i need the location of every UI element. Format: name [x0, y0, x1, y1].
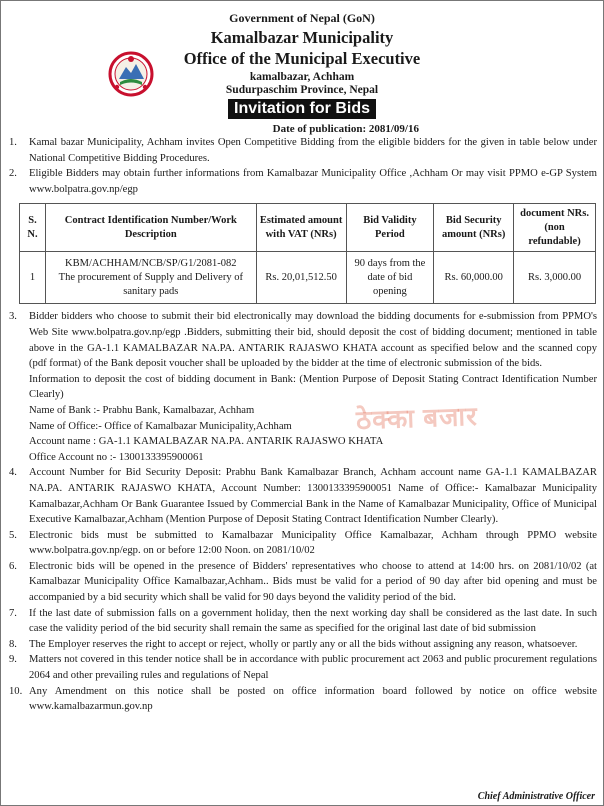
notice-title: Invitation for Bids	[228, 99, 376, 119]
bank-name: Name of Bank :- Prabhu Bank, Kamalbazar, Achham	[29, 404, 255, 416]
item-number: 8.	[9, 638, 17, 650]
table-row	[20, 252, 596, 304]
deposit-info: Information to deposit the cost of bidding document in Bank: (Mention Purpose of Deposit Stating Contract Identification Number Clearly)	[29, 373, 597, 401]
item-text: The Employer reserves the right to accept or reject, wholly or partly any or all the bids without assigning any reason, whatsoever.	[29, 638, 578, 650]
header-document-fee: document NRs. (non refundable)	[514, 204, 596, 252]
notice-body	[7, 135, 597, 715]
item-text: Eligible Bidders may obtain further informations from Kamalbazar Municipality Office ,Achham Or may visit PPMO e-GP System www.bolpatra.gov.np/egp	[29, 168, 597, 195]
government-name: Government of Nepal (GoN)	[229, 11, 375, 25]
contract-id: KBM/ACHHAM/NCB/SP/G1/2081-082	[65, 257, 237, 269]
list-item	[7, 528, 597, 559]
item-number: 7.	[9, 607, 17, 619]
item-number: 10.	[9, 685, 23, 697]
item-text: Electronic bids will be opened in the presence of Bidders' representatives who choose to attend at 14:00 hrs. on 2081/10/02 (at Kamalbazar Municipality Office Kamalbazar,Achham.. Bids must be valid for a period of 90 day after bid opening and must be accompanied by a bid security which shall be valid for 90 days beyond the validity period of the bid.	[29, 560, 597, 604]
item-number: 4.	[9, 467, 17, 479]
cell-contract	[45, 252, 256, 304]
header-validity: Bid Validity Period	[346, 204, 434, 252]
header-estimate: Estimated amount with VAT (NRs)	[256, 204, 346, 252]
list-item	[7, 652, 597, 683]
cell-security: Rs. 60,000.00	[434, 252, 514, 304]
account-name: Account name : GA-1.1 KAMALBAZAR NA.PA. ANTARIK RAJASWO KHATA	[29, 436, 384, 448]
municipality-name: Kamalbazar Municipality	[210, 28, 394, 47]
item-number: 9.	[9, 654, 17, 666]
office-name: Office of the Municipal Executive	[183, 49, 421, 68]
list-item	[7, 606, 597, 637]
cell-estimate: Rs. 20,01,512.50	[256, 252, 346, 304]
work-description: The procurement of Supply and Delivery of sanitary pads	[58, 271, 243, 297]
item-number: 3.	[9, 311, 17, 323]
item-text: Bidder bidders who choose to submit their bid electronically may download the bidding documents for e-submission from PPMO's Web Site www.bolpatra.gov.np/egp .Bidders, submitting their bid, should deposit the cost of bidding document; mentioned in table above in the GA-1.1 KAMALBAZAR NA.PA. ANTARIK RAJASWO KHATA account as specified below and the scanned copy (pdf format) of the Bank deposit voucher shall be uploaded by the bidder at the time of electronic submission of the bids.	[29, 311, 597, 370]
list-item	[7, 135, 597, 166]
item-number: 6.	[9, 560, 17, 572]
cell-sn: 1	[20, 252, 46, 304]
header-security: Bid Security amount (NRs)	[434, 204, 514, 252]
header-sn: S. N.	[20, 204, 46, 252]
cell-validity: 90 days from the date of bid opening	[346, 252, 434, 304]
list-item	[7, 684, 597, 715]
item-text: Electronic bids must be submitted to Kamalbazar Municipality Office Kamalbazar, Achham through PPMO website www.bolpatra.gov.np/egp. on or before 12:00 Noon. on 2081/10/02	[29, 529, 597, 557]
item-text: Account Number for Bid Security Deposit: Prabhu Bank Kamalbazar Branch, Achham account name GA-1.1 KAMALBAZAR NA.PA. ANTARIK RAJASWO KHATA, Account Number: 1300133395900051 Name of Office:- Kamalbazar Municipality Kamalbazar,Achham Or Bank Guarantee Issued by Commercial Bank in the Name of Kamalbazar Municipality, Office of Municipal Executive Kamalbazar,Achham (Mention Purpose of Deposit Stating Contract Identification Number Clearly).	[29, 467, 597, 526]
cell-document-fee: Rs. 3,000.00	[514, 252, 596, 304]
bid-table	[19, 203, 596, 304]
item-text: Matters not covered in this tender notice shall be in accordance with public procurement act 2063 and public procurement regulations 2064 and other prevailing rules and regulations of Nepal	[29, 654, 597, 682]
item-text: Any Amendment on this notice shall be posted on office information board followed by notice on office website www.kamalbazarmun.gov.np	[29, 685, 597, 713]
watermark: ठेक्का बजार	[355, 400, 479, 436]
table-header-row	[20, 204, 596, 252]
list-item	[7, 309, 597, 465]
notice-header	[7, 11, 597, 119]
item-text: If the last date of submission falls on a government holiday, then the next working day shall be considered as the last date. In such case the validity period of the bid security shall remain the same as specified for the original last date of bid submission	[29, 607, 597, 635]
item-number: 1.	[9, 137, 17, 148]
office-account-name: Name of Office:- Office of Kamalbazar Municipality,Achham	[29, 420, 292, 432]
publication-date: Date of publication: 2081/09/16	[272, 123, 419, 135]
header-contract: Contract Identification Number/Work Description	[45, 204, 256, 252]
office-location: kamalbazar, Achham	[249, 71, 355, 83]
account-number: Office Account no :- 1300133395900061	[29, 451, 204, 463]
list-item	[7, 559, 597, 606]
list-item	[7, 166, 597, 197]
item-number: 2.	[9, 168, 17, 180]
item-text: Kamal bazar Municipality, Achham invites Open Competitive Bidding from the eligible bidders for the given in table below under National Competitive Bidding Procedures.	[29, 137, 597, 164]
signatory-title: Chief Administrative Officer	[477, 791, 595, 802]
nepal-emblem-icon	[107, 51, 155, 97]
province-name: Sudurpaschim Province, Nepal	[225, 84, 379, 96]
item-number: 5.	[9, 529, 17, 541]
list-item	[7, 465, 597, 527]
list-item	[7, 637, 597, 653]
